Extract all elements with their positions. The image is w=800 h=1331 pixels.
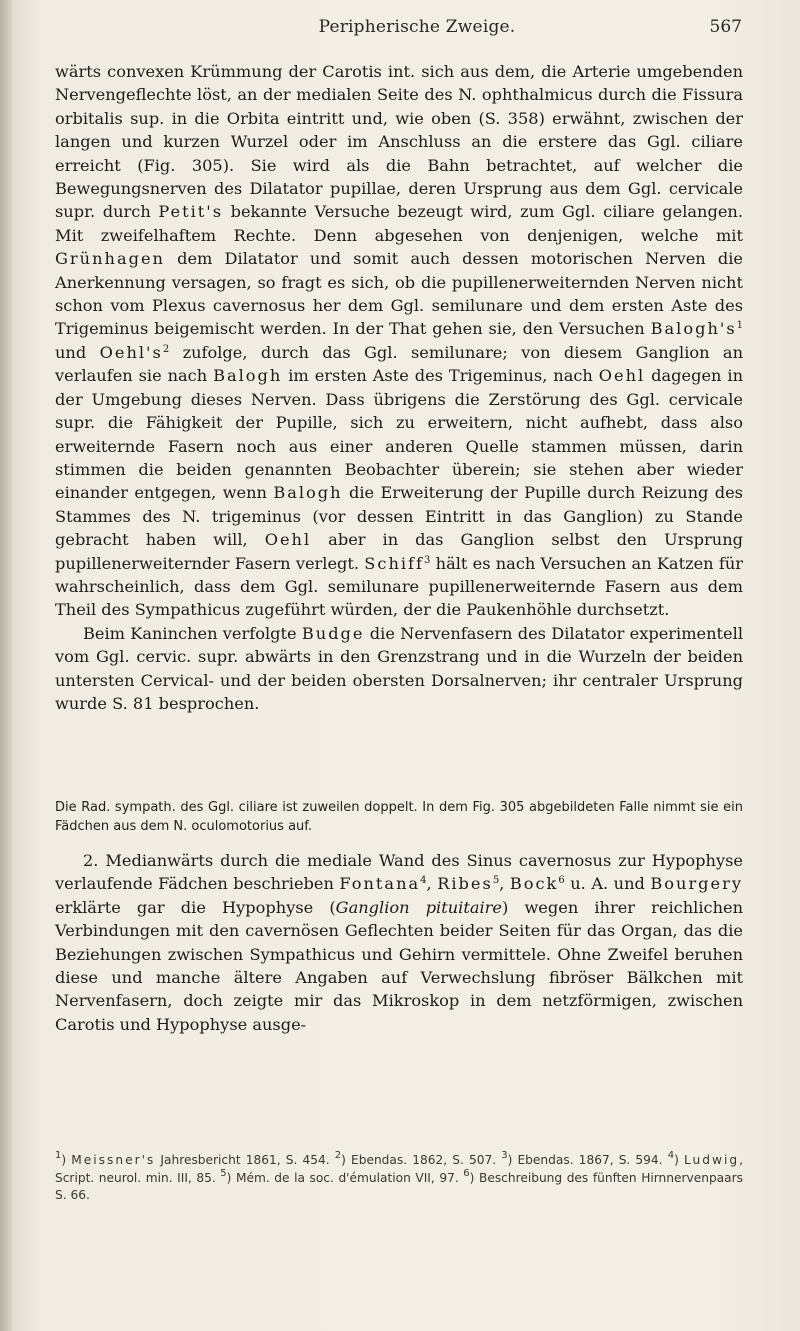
page-number: 567 <box>709 17 742 37</box>
text-run: Beim Kaninchen verfolgte <box>83 623 302 643</box>
footnote-text: Beschreibung des fünften Hirnnervenpaars S. 66. <box>55 1170 743 1202</box>
main-text <box>55 60 743 715</box>
text-run: ) wegen ihrer reichlichen Verbindungen mit den cavernösen Geflechten beider Seiten für das Organ, das die Beziehungen zwischen Sympathicus und Gehirn vermittele. Ohne Zweifel beruhen diese und manche ältere Angaben auf Verwechslung fibröser Bälkchen mit Nervenfasern, doch zeigte mir das Mikroskop in dem netzförmigen, zwischen Carotis und Hypophyse ausge- <box>55 897 743 1034</box>
footnote-text: Jahresbericht 1861, S. 454. <box>155 1153 335 1167</box>
page-header <box>92 17 742 45</box>
text-run: im ersten Aste des Trigeminus, nach <box>282 366 599 386</box>
footnote-number: 6 <box>463 1167 470 1179</box>
text-run: 2. Medianwärts durch die mediale Wand des Sinus cavernosus zur Hypophyse verlaufende Fädchen beschrieben <box>55 851 743 894</box>
author-name: Oehl <box>598 366 646 386</box>
running-title: Peripherische Zweige. <box>318 17 516 37</box>
footnote-text: Ebendas. 1867, S. 594. <box>512 1153 668 1167</box>
text-run: , <box>499 874 510 894</box>
footnote-text: , Script. neurol. min. III, 85. <box>55 1153 743 1185</box>
footnote-marker: 6 <box>558 875 565 887</box>
text-run: u. A. und <box>564 874 651 894</box>
footnote-marker: 5 <box>492 875 500 887</box>
section-2-text <box>55 849 743 1036</box>
footnote-author: Ludwig <box>683 1153 740 1167</box>
footnote-marker: 4 <box>420 875 427 887</box>
footnote-number: 2 <box>334 1150 342 1161</box>
italic-term: Ganglion pituitaire <box>335 897 502 917</box>
footnote-author: Meissner's <box>71 1153 156 1167</box>
author-name: Bourgery <box>650 874 744 894</box>
author-name: Ribes <box>437 874 493 894</box>
text-run: hält es nach Versuchen an Katzen für wahrscheinlich, dass dem Ggl. semilunare pupillenerweiternde Fasern aus dem Theil des Sympathicus zugeführt würden, der die Paukenhöhle durchsetzt. <box>55 553 743 620</box>
text-run: aber in das Ganglion selbst den Ursprung pupillenerweiternder Fasern verlegt. <box>55 530 743 573</box>
text-run: die Erweiterung der Pupille durch Reizung des Stammes des N. trigeminus (vor dessen Eintritt in das Ganglion) zu Stande gebracht haben will, <box>55 483 743 550</box>
text-run: , <box>426 874 438 894</box>
text-run: erklärte gar die Hypophyse ( <box>55 897 336 917</box>
footnote-marker: 1 <box>736 320 743 332</box>
text-run: wärts convexen Krümmung der Carotis int. sich aus dem, die Arterie umgebenden Nervengeflechte löst, an der medialen Seite des N. ophthalmicus durch die Fissura orbitalis sup. in die Orbita eintritt und, wie oben (S. 358) erwähnt, zwischen der langen und kurzen Wurzel oder im Anschluss an die erstere das Ggl. ciliare erreicht (Fig. 305). Sie wird als die Bahn betrachtet, auf welcher die Bewegungsnerven des Dilatator pupillae, deren Ursprung aus dem Ggl. cervicale supr. durch <box>55 62 743 222</box>
author-name: Fontana <box>339 874 421 894</box>
page-binding-shadow <box>0 0 12 1331</box>
text-run: die Nervenfasern des Dilatator experimentell vom Ggl. cervic. supr. abwärts in den Grenzstrang und in die Wurzeln der beiden untersten Cervical- und der beiden obersten Dorsalnerven; ihr centraler Ursprung wurde S. 81 besprochen. <box>55 623 743 713</box>
footnote-marker: 2 <box>162 343 170 355</box>
author-name: Budge <box>301 623 365 643</box>
author-name: Petit's <box>158 202 224 222</box>
text-run: zufolge, durch das Ggl. semilunare; von diesem Ganglion an verlaufen sie nach <box>55 342 743 386</box>
footnote-text: Mém. de la soc. d'émulation VII, 97. <box>231 1170 464 1185</box>
footnote-text: Ebendas. 1862, S. 507. <box>345 1153 502 1167</box>
footnote-number: 3 <box>501 1150 508 1161</box>
footnote-marker: 3 <box>424 554 431 566</box>
author-name: Bock <box>509 874 559 894</box>
footnote-number: 4 <box>667 1150 675 1161</box>
author-name: Balogh <box>273 483 343 503</box>
small-print-note: Die Rad. sympath. des Ggl. ciliare ist zuweilen doppelt. In dem Fig. 305 abgebildeten Falle nimmt sie ein Fädchen aus dem N. oculomotorius auf. <box>55 800 743 834</box>
author-name: Balogh's <box>650 319 737 339</box>
author-name: Grünhagen <box>55 249 165 269</box>
text-run: und <box>55 342 100 362</box>
footnotes: $^1$) Meissner's Jahresbericht 1861, S. 454. $^2$) Ebendas. 1862, S. 507. $^3$) Ebendas. 1867, S. 594. $^4$) Ludwig, Script. neurol. min. III, 85. $^5$) Mém. de la soc. d'émulation VII, 97. $^6$) Beschreibung des fünften Hirnnervenpaars S. 66. <box>55 1150 743 1202</box>
author-name: Balogh <box>213 366 283 386</box>
author-name: Oehl <box>264 530 312 550</box>
footnote-number: 1 <box>55 1150 62 1161</box>
author-name: Schiff <box>364 553 425 573</box>
paragraph-1 <box>55 60 743 622</box>
author-name: Oehl's <box>99 342 163 362</box>
text-run: dem Dilatator und somit auch dessen motorischen Nerven die Anerkennung versagen, so fragt es sich, ob die pupillenerweiternden Nerven nicht schon vom Plexus cavernosus her dem Ggl. semilunare und dem ersten Aste des Trigeminus beigemischt werden. In der That gehen sie, den Versuchen <box>55 249 743 339</box>
footnote-number: 5 <box>220 1167 227 1179</box>
text-run: dagegen in der Umgebung dieses Nerven. Dass übrigens die Zerstörung des Ggl. cervicale supr. die Fähigkeit der Pupille, sich zu erweitern, nicht aufhebt, dass also erweiternde Fasern noch aus einer anderen Quelle stammen müssen, darin stimmen die beiden genannten Beobachter überein; sie stehen aber wieder einander entgegen, wenn <box>55 366 743 503</box>
paragraph-3 <box>55 849 743 1036</box>
paragraph-2 <box>55 622 743 716</box>
text-run: bekannte Versuche bezeugt wird, zum Ggl. ciliare gelangen. Mit zweifelhaftem Rechte. Denn abgesehen von denjenigen, welche mit <box>55 202 743 245</box>
